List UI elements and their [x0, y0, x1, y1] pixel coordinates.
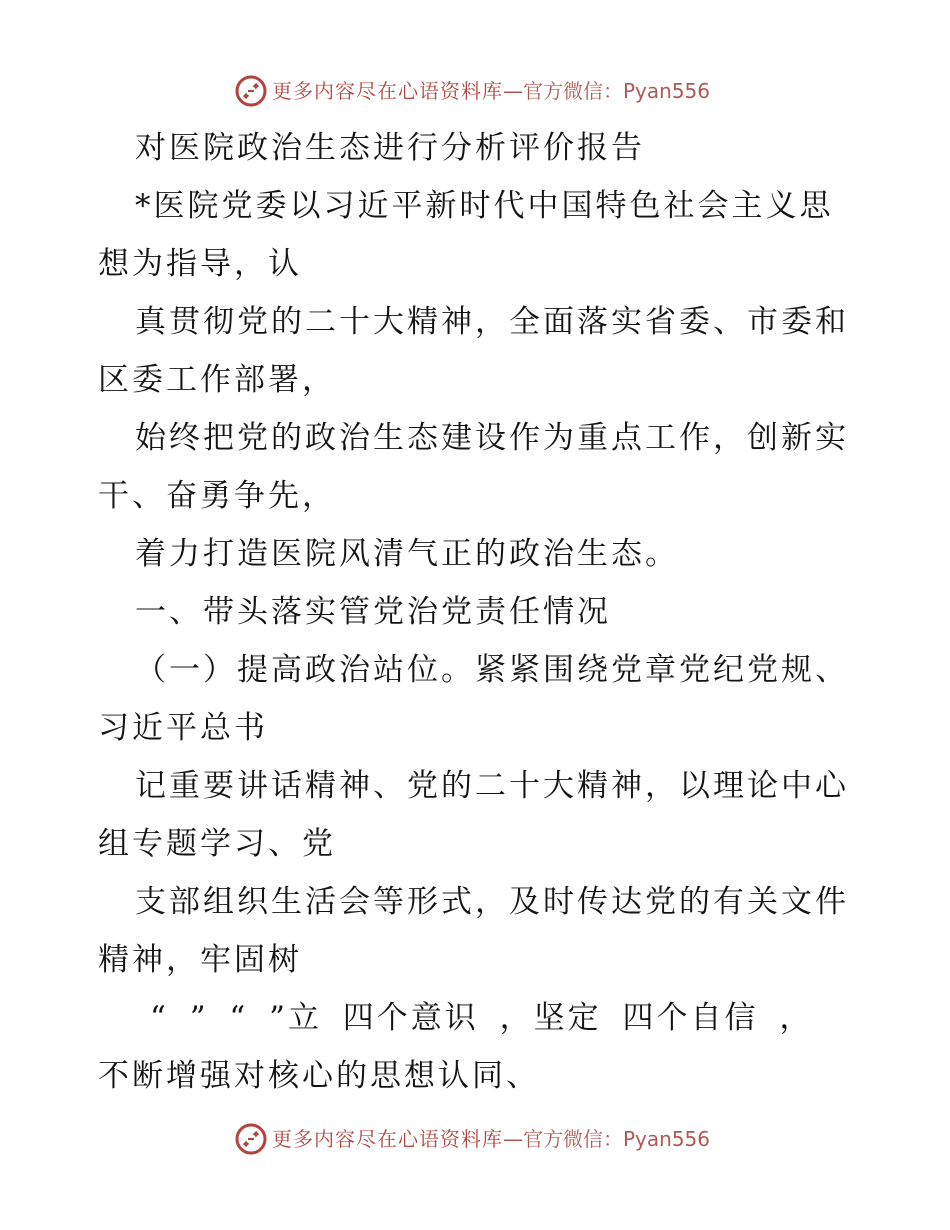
paragraph-line: “ ” “ ”立 四个意识 ，坚定 四个自信 ，: [150, 1000, 814, 1036]
banner-separator: —: [503, 1127, 523, 1151]
paragraph-line: 始终把党的政治生态建设作为重点工作，创新实: [135, 420, 849, 456]
banner-text: [272, 1127, 710, 1151]
paragraph-line: 记重要讲话精神、党的二十大精神，以理论中心: [135, 768, 849, 804]
paragraph-line: *医院党委以习近平新时代中国特色社会主义思: [135, 188, 834, 224]
paragraph-line: 支部组织生活会等形式，及时传达党的有关文件: [135, 884, 849, 920]
paragraph-line: 精神，牢固树: [98, 942, 302, 978]
paragraph-line: 干、奋勇争先，: [98, 478, 336, 514]
paragraph-line: 想为指导，认: [98, 246, 302, 282]
banner-wechat: 官方微信：Pyan556: [523, 1127, 711, 1151]
document-title: 对医院政治生态进行分析评价报告: [135, 130, 645, 166]
subsection-heading: （一）提高政治站位。紧紧围绕党章党纪党规、: [135, 652, 849, 688]
banner-text: [272, 79, 710, 103]
paragraph-line: 习近平总书: [98, 710, 268, 746]
banner-separator: —: [503, 79, 523, 103]
paragraph-line: 组专题学习、党: [98, 826, 336, 862]
logo-icon: [234, 1122, 268, 1156]
banner-main: 更多内容尽在心语资料库: [272, 79, 503, 103]
footer-banner: [0, 1120, 950, 1160]
paragraph-line: 着力打造医院风清气正的政治生态。: [135, 536, 679, 572]
header-banner: [0, 72, 950, 112]
logo-icon: [234, 74, 268, 108]
paragraph-line: 区委工作部署，: [98, 362, 336, 398]
section-heading: 一、带头落实管党治党责任情况: [135, 594, 611, 630]
paragraph-line: 不断增强对核心的思想认同、: [98, 1058, 540, 1094]
paragraph-line: 真贯彻党的二十大精神，全面落实省委、市委和: [135, 304, 849, 340]
banner-wechat: 官方微信：Pyan556: [523, 79, 711, 103]
banner-main: 更多内容尽在心语资料库: [272, 1127, 503, 1151]
